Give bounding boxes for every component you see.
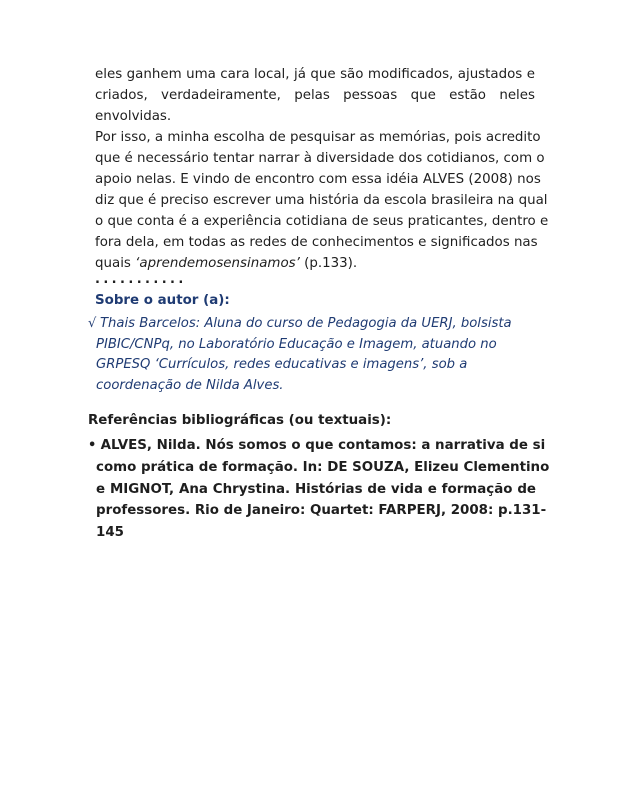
reference-item [88, 435, 550, 544]
text-line-last [95, 253, 535, 274]
reference-line: professores. Rio de Janeiro: Quartet: FARPERJ, 2008: p.131- [96, 503, 547, 519]
reference-line [88, 435, 546, 457]
italic-term: ‘aprendemosensinamos’ [135, 256, 300, 271]
author-line [88, 314, 528, 335]
text-fragment: quais [95, 256, 136, 271]
text-line: Por isso, a minha escolha de pesquisar as memórias, pois acredito [95, 130, 541, 145]
bullet-icon: • [88, 438, 97, 453]
author-line: GRPESQ ‘Currículos, redes educativas e imagens’, sob a [96, 357, 468, 372]
text-line: que é necessário tentar narrar à diversidade dos cotidianos, com o [95, 151, 545, 166]
check-icon: √ [88, 316, 97, 331]
section-separator: ........... [95, 272, 187, 287]
author-line: PIBIC/CNPq, no Laboratório Educação e Imagem, atuando no [96, 336, 497, 352]
author-heading: Sobre o autor (a): [95, 293, 230, 308]
text-line: fora dela, em todas as redes de conhecimentos e significados nas [95, 235, 538, 250]
author-bio [88, 314, 528, 396]
text-line: diz que é preciso escrever uma história da escola brasileira na qual [95, 193, 548, 208]
author-line-text: Thais Barcelos: Aluna do curso de Pedagogia da UERJ, bolsista [100, 316, 512, 331]
reference-line: como prática de formação. In: DE SOUZA, Elizeu Clementino [96, 459, 550, 475]
text-line: envolvidas. [95, 109, 172, 124]
body-text [95, 64, 549, 274]
reference-line: 145 [96, 525, 124, 541]
text-line: eles ganhem uma cara local, já que são modificados, ajustados e [95, 67, 535, 82]
page-citation: (p.133). [299, 256, 358, 271]
text-line: criados, verdadeiramente, pelas pessoas que estão neles [95, 88, 535, 103]
reference-line-text: ALVES, Nilda. Nós somos o que contamos: a narrativa de si [100, 438, 546, 453]
author-line: coordenação de Nilda Alves. [96, 377, 284, 393]
text-line: o que conta é a experiência cotidiana de seus praticantes, dentro e [95, 214, 549, 229]
references-heading: Referências bibliográficas (ou textuais): [88, 413, 392, 428]
text-line: apoio nelas. E vindo de encontro com essa idéia ALVES (2008) nos [95, 172, 541, 187]
reference-line: e MIGNOT, Ana Chrystina. Histórias de vida e formação de [96, 481, 536, 497]
